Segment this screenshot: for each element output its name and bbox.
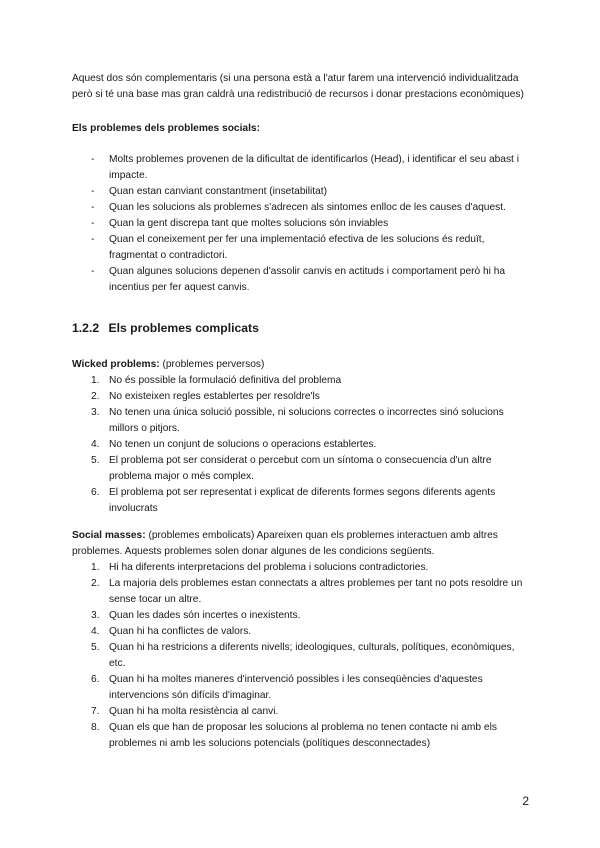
- social-masses-list: [0, 560, 600, 752]
- section-title: Els problemes complicats: [108, 321, 259, 335]
- social-masses-text: (problemes embolicats) Apareixen quan els problemes interactuen amb altres problemes. Aquests problemes solen donar algunes de les condicions següents.: [72, 530, 498, 557]
- list-item: - Quan estan canviant constantment (insetabilitat): [91, 186, 328, 197]
- social-masses-paragraph: [72, 528, 532, 560]
- wicked-label: Wicked problems:: [72, 359, 160, 370]
- list-item: 6. Quan hi ha moltes maneres d'intervenció possibles i les conseqüències d'aquestes intervencions són difícils d'imaginar.: [91, 674, 483, 701]
- social-problems-list: [0, 152, 600, 296]
- page-number: 2: [522, 794, 529, 808]
- wicked-subtitle: (problemes perversos): [162, 359, 265, 370]
- list-item: - Molts problemes provenen de la dificultat de identificarlos (Head), i identificar el seu abast i impacte.: [91, 154, 519, 181]
- intro-paragraph: Aquest dos són complementaris (si una persona està a l'atur farem una intervenció individualitzada però si té una base mas gran caldrà una redistribució de recursos i donar prestacions econòmiques): [72, 73, 524, 100]
- list-item: 4. No tenen un conjunt de solucions o operacions establertes.: [91, 439, 377, 450]
- list-item: 2. No existeixen regles establertes per resoldre'ls: [91, 391, 320, 402]
- list-item: 1. No és possible la formulació definitiva del problema: [91, 375, 342, 386]
- list-item: 5. Quan hi ha restricions a diferents nivells; ideologiques, culturals, polítiques, econòmiques, etc.: [91, 642, 515, 669]
- list-item: 3. Quan les dades són incertes o inexistents.: [91, 610, 301, 621]
- list-item: 5. El problema pot ser considerat o percebut com un síntoma o consecuencia d'un altre problema major o més complex.: [91, 455, 492, 482]
- social-masses-label: Social masses:: [72, 530, 146, 541]
- list-item: 4. Quan hi ha conflictes de valors.: [91, 626, 252, 637]
- list-item: 6. El problema pot ser representat i explicat de diferents formes segons diferents agents involucrats: [91, 487, 496, 514]
- list-item: - Quan algunes solucions depenen d'assolir canvis en actituds i comportament però hi ha incentius per fer aquest canvis.: [91, 266, 506, 293]
- wicked-list: [0, 373, 600, 517]
- list-item: 1. Hi ha diferents interpretacions del problema i solucions contradictories.: [91, 562, 429, 573]
- list-item: 3. No tenen una única solució possible, ni solucions correctes o incorrectes sinó solucions millors o pitjors.: [91, 407, 504, 434]
- list-item: 7. Quan hi ha molta resistència al canvi.: [91, 706, 279, 717]
- list-item: - Quan el coneixement per fer una implementació efectiva de les solucions és reduït, fragmentat o contradictori.: [91, 234, 485, 261]
- list-item: 2. La majoria dels problemes estan connectats a altres problemes per tant no pots resoldre un sense tocar un altre.: [91, 578, 523, 605]
- list-item: 8. Quan els que han de proposar les solucions al problema no tenen contacte ni amb els problemes ni amb les solucions potencials (polítiques desconnectades): [91, 722, 497, 749]
- wicked-intro: [72, 357, 532, 373]
- list-item: - Quan la gent discrepa tant que moltes solucions són inviables: [91, 218, 389, 229]
- section-number: 1.2.2: [72, 321, 100, 335]
- section-heading: [72, 320, 259, 336]
- list-item: - Quan les solucions als problemes s'adrecen als sintomes enlloc de les causes d'aquest.: [91, 202, 506, 213]
- social-problems-heading: Els problemes dels problemes socials:: [72, 123, 260, 134]
